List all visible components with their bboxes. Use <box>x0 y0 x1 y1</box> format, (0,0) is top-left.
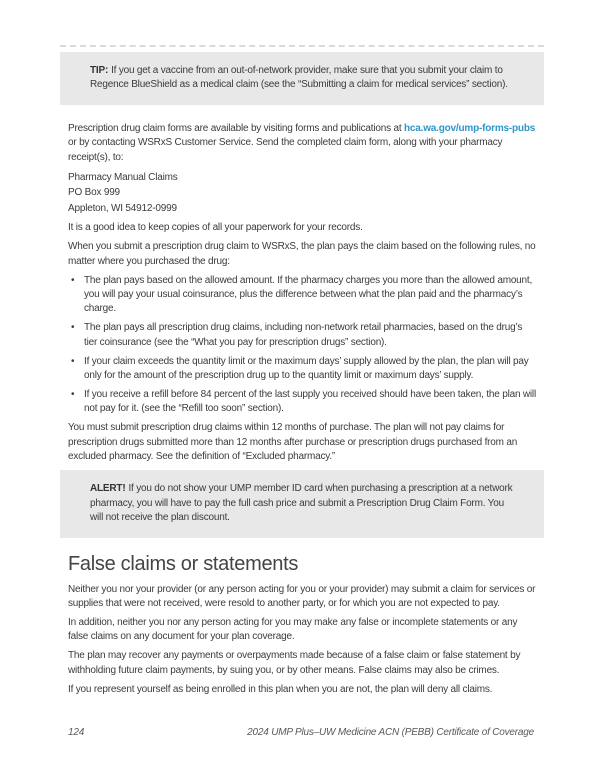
tip-box <box>60 52 544 105</box>
footer-doc-title: 2024 UMP Plus–UW Medicine ACN (PEBB) Certificate of Coverage <box>247 726 534 738</box>
page-footer <box>68 726 534 740</box>
rules-intro-paragraph: When you submit a prescription drug claim to WSRxS, the plan pays the claim based on the following rules, no matter where you purchased the drug: <box>68 241 536 267</box>
false-claims-paragraph: The plan may recover any payments or overpayments made because of a false claim or false statement by withholding future claim payments, by suing you, or by other means. False claims may also be crimes. <box>68 650 521 676</box>
claim-rules-list <box>68 274 536 417</box>
alert-label: ALERT! <box>90 483 126 495</box>
address-line-1: Pharmacy Manual Claims <box>68 171 178 183</box>
list-item: • The plan pays all prescription drug claims, including non-network retail pharmacies, based on the drug’s tier coinsurance (see the “What you pay for prescription drugs” section). <box>68 321 536 350</box>
address-line-3: Appleton, WI 54912-0999 <box>68 202 177 214</box>
tip-text: TIP: If you get a vaccine from an out-of-network provider, make sure that you submit your claim to Regence BlueShield as a medical claim (see the “Submitting a claim for medical services” section). <box>90 65 508 91</box>
body-content <box>68 122 536 465</box>
mailing-address <box>68 170 536 217</box>
intro-text-after: or by contacting WSRxS Customer Service. Send the completed claim form, along with your pharmacy receipt(s), to: <box>68 137 503 163</box>
false-claims-section <box>68 553 536 697</box>
false-claims-paragraph: If you represent yourself as being enrolled in this plan when you are not, the plan will deny all claims. <box>68 683 493 695</box>
intro-paragraph <box>68 122 536 165</box>
false-claims-paragraph: Neither you nor your provider (or any person acting for you or your provider) may submit a claim for services or supplies that were not received, were resold to another party, or for which you are not expected to pay. <box>68 583 536 610</box>
deadline-paragraph: You must submit prescription drug claims within 12 months of purchase. The plan will not pay claims for prescription drugs submitted more than 12 months after purchase or prescription drugs purchased from an excluded pharmacy. See the definition of “Excluded pharmacy.” <box>68 422 518 462</box>
intro-text-before: Prescription drug claim forms are available by visiting forms and publications at <box>68 122 404 134</box>
page-number: 124 <box>68 726 85 738</box>
alert-box <box>60 470 544 537</box>
tip-label: TIP: <box>90 65 109 76</box>
list-item: • If you receive a refill before 84 percent of the last supply you received should have been taken, the plan will not pay for it. (see the “Refill too soon” section). <box>68 388 536 417</box>
keep-copies-paragraph: It is a good idea to keep copies of all your paperwork for your records. <box>68 222 363 234</box>
alert-text: ALERT! If you do not show your UMP member ID card when purchasing a prescription at a network pharmacy, you will have to pay the full cash price and submit a Prescription Drug Claim Form. You will not receive the plan discount. <box>90 483 513 524</box>
ump-forms-pubs-link[interactable]: hca.wa.gov/ump-forms-pubs <box>403 122 536 134</box>
section-heading: False claims or statements <box>68 552 299 575</box>
list-item: • The plan pays based on the allowed amount. If the pharmacy charges you more than the allowed amount, you will pay your usual coinsurance, plus the difference between what the plan paid and the pharmacy’s charge. <box>68 274 536 317</box>
page-break-dotted-rule <box>60 45 544 47</box>
false-claims-paragraph: In addition, neither you nor any person acting for you may make any false or incomplete statements or any false claims on any document for your plan coverage. <box>68 616 518 643</box>
list-item: • If your claim exceeds the quantity limit or the maximum days’ supply allowed by the plan, the plan will pay only for the amount of the prescription drug up to the quantity limit or maximum days’ supply. <box>68 355 536 384</box>
address-line-2: PO Box 999 <box>68 187 120 199</box>
